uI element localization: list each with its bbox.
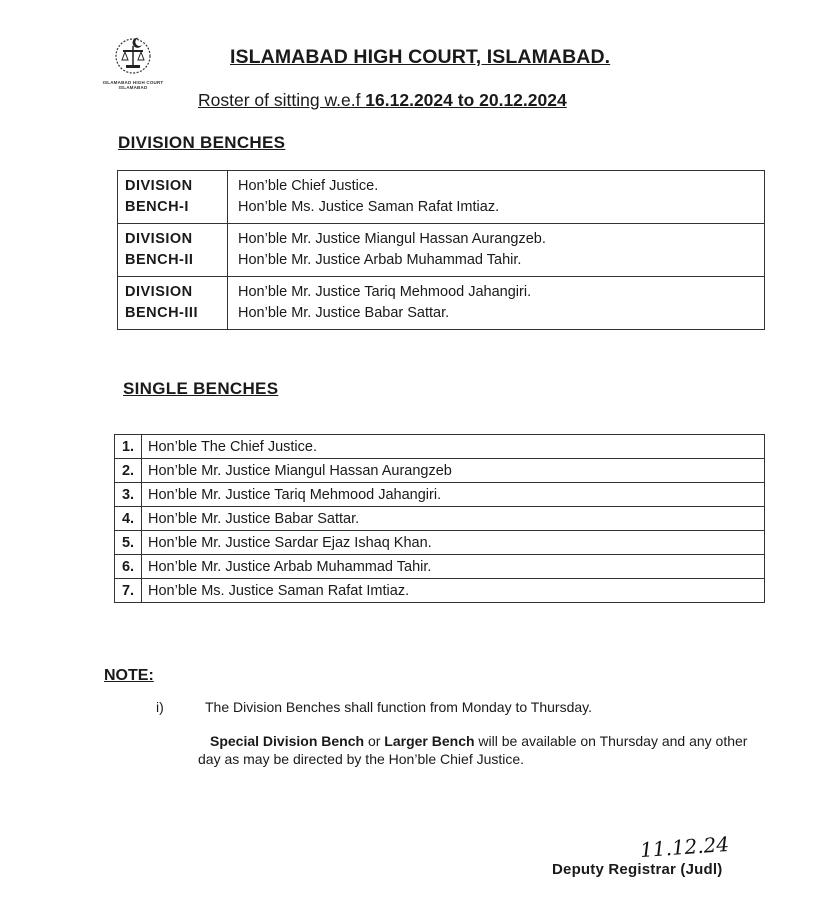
judge-name: Hon’ble Mr. Justice Miangul Hassan Aurangzeb — [142, 459, 765, 483]
table-row — [115, 579, 765, 603]
court-title: ISLAMABAD HIGH COURT, ISLAMABAD. — [230, 46, 611, 68]
bench-label-line1: DIVISION — [125, 231, 193, 247]
judge-name: Hon’ble Mr. Justice Arbab Muhammad Tahir. — [238, 251, 522, 268]
row-number: 3. — [115, 483, 142, 507]
table-row — [115, 507, 765, 531]
judge-name: Hon’ble Chief Justice. — [238, 177, 379, 194]
table-row — [118, 277, 765, 330]
row-number: 7. — [115, 579, 142, 603]
row-number: 5. — [115, 531, 142, 555]
table-row — [115, 555, 765, 579]
single-benches-heading: SINGLE BENCHES — [123, 379, 279, 398]
special-mid: or — [364, 733, 385, 749]
judge-name: Hon’ble Ms. Justice Saman Rafat Imtiaz. — [238, 198, 500, 215]
judge-name: Hon’ble Mr. Justice Arbab Muhammad Tahir. — [142, 555, 765, 579]
judges-cell — [228, 277, 765, 330]
roster-line — [198, 90, 567, 111]
bench-cell — [118, 277, 228, 330]
bench-label-line2: BENCH-I — [125, 199, 189, 215]
table-row — [118, 224, 765, 277]
special-bold-1: Special Division Bench — [210, 733, 365, 749]
bench-cell — [118, 224, 228, 277]
table-row — [118, 171, 765, 224]
logo-caption-line2: ISLAMABAD — [118, 85, 148, 90]
judges-cell — [228, 224, 765, 277]
judge-name: Hon’ble Mr. Justice Miangul Hassan Aurangzeb. — [238, 230, 546, 247]
note-item-index: i) — [156, 699, 164, 715]
table-row — [115, 435, 765, 459]
table-row — [115, 531, 765, 555]
judges-cell — [228, 171, 765, 224]
row-number: 6. — [115, 555, 142, 579]
row-number: 2. — [115, 459, 142, 483]
row-number: 1. — [115, 435, 142, 459]
court-logo — [88, 34, 178, 100]
row-number: 4. — [115, 507, 142, 531]
court-emblem-icon — [105, 34, 161, 78]
judge-name: Hon’ble Mr. Justice Sardar Ejaz Ishaq Khan. — [142, 531, 765, 555]
table-row — [115, 459, 765, 483]
note-special-bench-text — [198, 732, 758, 768]
judge-name: Hon’ble Ms. Justice Saman Rafat Imtiaz. — [142, 579, 765, 603]
roster-prefix: Roster of sitting w.e.f — [198, 90, 366, 110]
table-row — [115, 483, 765, 507]
bench-cell — [118, 171, 228, 224]
signature-date: 11.12.24 — [639, 831, 730, 863]
logo-caption-line1: ISLAMABAD HIGH COURT — [102, 80, 164, 85]
bench-label-line1: DIVISION — [125, 284, 193, 300]
bench-label-line1: DIVISION — [125, 178, 193, 194]
note-item-text: The Division Benches shall function from Monday to Thursday. — [205, 699, 593, 715]
judge-name: Hon’ble The Chief Justice. — [142, 435, 765, 459]
division-benches-table — [117, 170, 765, 330]
single-benches-table — [114, 434, 765, 603]
special-rest: will be available on Thursday and any other day as may be directed by the Hon’ble Chief Justice. — [198, 733, 748, 767]
judge-name: Hon’ble Mr. Justice Tariq Mehmood Jahangiri. — [142, 483, 765, 507]
designation: Deputy Registrar (Judl) — [552, 861, 723, 878]
judge-name: Hon’ble Mr. Justice Babar Sattar. — [142, 507, 765, 531]
note-label: NOTE: — [104, 667, 154, 684]
division-benches-heading: DIVISION BENCHES — [118, 133, 286, 152]
bench-label-line2: BENCH-III — [125, 305, 198, 321]
judge-name: Hon’ble Mr. Justice Babar Sattar. — [238, 304, 450, 321]
judge-name: Hon’ble Mr. Justice Tariq Mehmood Jahangiri. — [238, 283, 532, 300]
bench-label-line2: BENCH-II — [125, 252, 194, 268]
roster-dates: 16.12.2024 to 20.12.2024 — [365, 90, 567, 110]
special-bold-2: Larger Bench — [384, 733, 475, 749]
